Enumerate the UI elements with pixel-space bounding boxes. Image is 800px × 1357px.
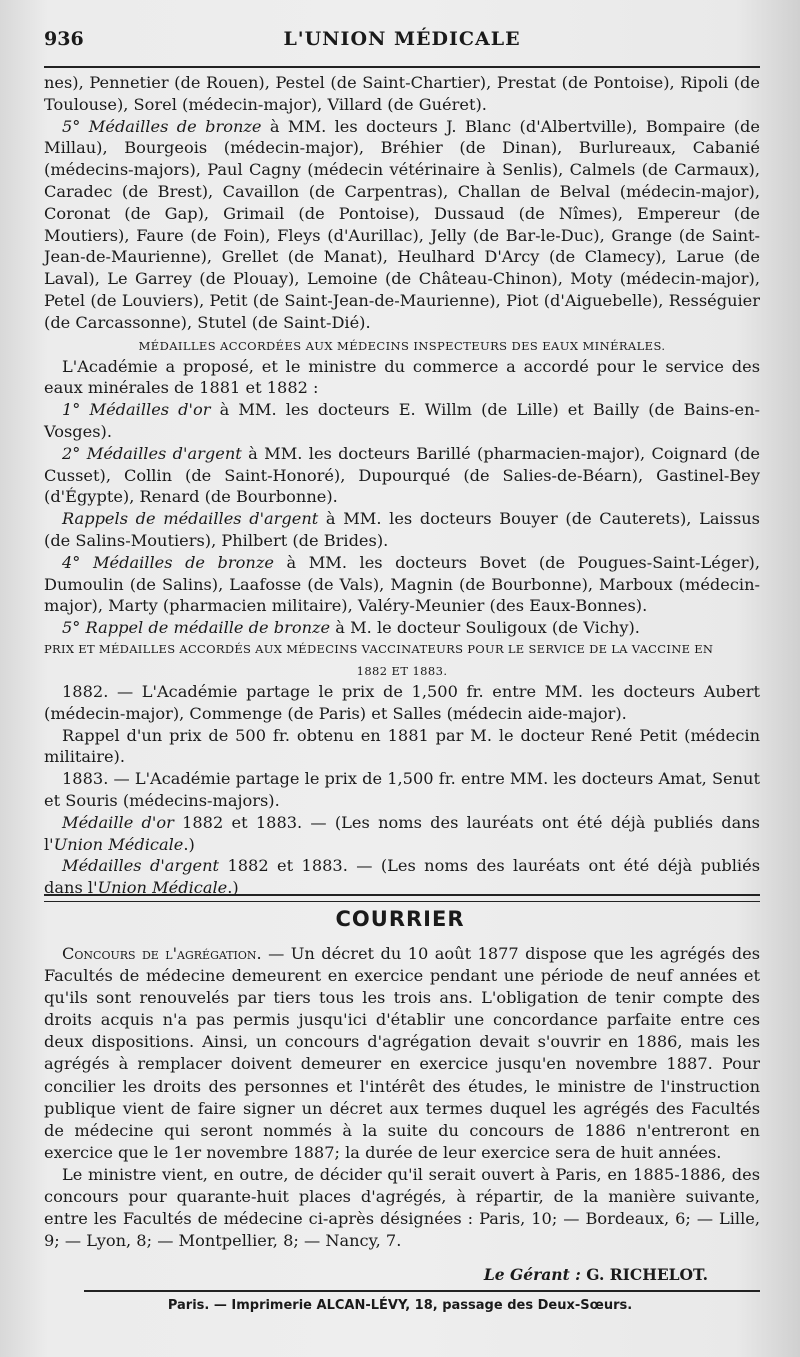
printer-imprint: Paris. — Imprimerie ALCAN-LÉVY, 18, passage des Deux-Sœurs. xyxy=(167,1298,633,1313)
page-number: 936 xyxy=(44,28,84,50)
paragraph-silver-vaccine xyxy=(44,855,760,899)
paragraph-recall-bronze xyxy=(44,617,760,639)
medal-text: à MM. les docteurs E. Willm (de Lille) et Bailly (de Bains-en-Vosges). xyxy=(44,400,760,441)
medal-label: 4° Médailles de bronze xyxy=(62,552,274,572)
medal-label: Médailles d'argent xyxy=(62,856,220,876)
page-header xyxy=(44,28,760,58)
paragraph: 1883. — L'Académie partage le prix de 1,500 fr. entre MM. les docteurs Amat, Senut et Souris (médecins-majors). xyxy=(44,769,760,810)
header-rule xyxy=(44,66,760,68)
gerant-name: G. RICHELOT. xyxy=(580,1265,708,1284)
section-heading-vaccine: PRIX ET MÉDAILLES ACCORDÉS AUX MÉDECINS VACCINATEURS POUR LE SERVICE DE LA VACCINE EN xyxy=(44,641,714,656)
paragraph: 1882. — L'Académie partage le prix de 1,500 fr. entre MM. les docteurs Aubert (médecin-major), Commenge (de Paris) et Salles (médecin aide-major). xyxy=(44,681,760,723)
paragraph: Rappel d'un prix de 500 fr. obtenu en 1881 par M. le docteur René Petit (médecin militaire). xyxy=(44,725,760,767)
paragraph-bronze-medals xyxy=(44,116,760,334)
medal-label: 5° Médailles de bronze xyxy=(62,116,262,136)
article-body xyxy=(44,72,760,899)
medal-text: à MM. les docteurs Bovet (de Pougues-Saint-Léger), Dumoulin (de Salins), Laafosse (de Vals), Magnin (de Bourbonne), Marboux (médecin-major), Marty (pharmacien militaire), Valéry-Meunier (des Eaux-Bonnes). xyxy=(44,552,760,616)
journal-name: Union Médicale xyxy=(97,878,228,898)
courrier-body xyxy=(44,943,760,1252)
section-divider xyxy=(44,894,760,902)
paragraph-gold xyxy=(44,399,760,443)
medal-label: 1° Médailles d'or xyxy=(62,400,211,420)
medal-label: Rappels de médailles d'argent xyxy=(62,509,319,529)
section-heading-mineral: MÉDAILLES ACCORDÉES AUX MÉDECINS INSPECTEURS DES EAUX MINÉRALES. xyxy=(138,338,666,353)
paragraph: L'Académie a proposé, et le ministre du commerce a accordé pour le service des eaux minérales de 1881 et 1882 : xyxy=(44,356,760,398)
medal-text: à MM. les docteurs Bouyer (de Cauterets), Laissus (de Salins-Moutiers), Philbert (de Brides). xyxy=(44,509,760,550)
medal-text: 1882 et 1883. — (Les noms des lauréats ont été déjà publiés dans l' xyxy=(44,812,760,854)
medal-label: 2° Médailles d'argent xyxy=(62,443,242,463)
medal-label: Médaille d'or xyxy=(62,812,174,832)
courrier-title: COURRIER xyxy=(335,907,465,931)
journal-title: L'UNION MÉDICALE xyxy=(283,28,521,50)
footer-rule xyxy=(84,1290,760,1292)
paren-close: .) xyxy=(183,834,195,854)
medal-text: 1882 et 1883. — (Les noms des lauréats ont été déjà publiés dans l' xyxy=(44,856,760,898)
journal-name: Union Médicale xyxy=(53,834,184,854)
paragraph-text: — Un décret du 10 août 1877 dispose que les agrégés des Facultés de médecine demeurent en exercice pendant une période de neuf années et qu'ils sont renouvelés par tiers tous les trois ans. L'obligation de tenir compte des droits acquis n'a pas permis jusqu'ici d'établir une concordance parfaite entre ces deux dispositions. Ainsi, un concours d'agrégation devait s'ouvrir en 1886, mais les agrégés à remplacer doivent demeurer en exercice jusqu'en novembre 1887. Pour concilier les droits des personnes et l'intérêt des études, le ministre de l'instruction publique vient de faire signer un décret aux termes duquel les agrégés des Facultés de médecine qui seront nommés à la suite du concours de 1886 n'entreront en exercice que le 1er novembre 1887; la durée de leur exercice sera de huit années. xyxy=(44,944,760,1162)
gerant-label: Le Gérant : xyxy=(483,1265,581,1284)
gerant-signature xyxy=(484,1265,708,1284)
section-heading-vaccine-years: 1882 ET 1883. xyxy=(356,663,448,678)
paragraph-gold-vaccine xyxy=(44,812,760,856)
paren-close: .) xyxy=(227,878,239,898)
paragraph-recall-silver xyxy=(44,508,760,552)
medal-text: à M. le docteur Souligoux (de Vichy). xyxy=(330,618,640,638)
medal-text: à MM. les docteurs Barillé (pharmacien-major), Coignard (de Cusset), Collin (de Saint-Honoré), Dupourqué (de Salies-de-Béarn), Gastinel-Bey (d'Égypte), Renard (de Bourbonne). xyxy=(44,443,760,507)
lead-in: Concours de l'agrégation. xyxy=(62,944,262,963)
paragraph-bronze xyxy=(44,552,760,617)
medal-text: à MM. les docteurs J. Blanc (d'Albertville), Bompaire (de Millau), Bourgeois (médecin-major), Bréhier (de Dinan), Burlureaux, Cabanié (médecins-majors), Paul Cagny (médecin vétérinaire à Senlis), Calmels (de Carmaux), Caradec (de Brest), Cavaillon (de Carpentras), Challan de Belval (médecin-major), Coronat (de Gap), Grimail (de Pontoise), Dussaud (de Nîmes), Empereur (de Moutiers), Faure (de Foin), Fleys (d'Aurillac), Jelly (de Bar-le-Duc), Grange (de Saint-Jean-de-Maurienne), Grellet (de Manat), Heulhard D'Arcy (de Clamecy), Larue (de Laval), Le Garrey (de Plouay), Lemoine (de Château-Chinon), Moty (médecin-major), Petel (de Louviers), Petit (de Saint-Jean-de-Maurienne), Piot (d'Aiguebelle), Rességuier (de Carcassonne), Stutel (de Saint-Dié). xyxy=(44,116,760,332)
medal-label: 5° Rappel de médaille de bronze xyxy=(62,618,331,638)
paragraph: nes), Pennetier (de Rouen), Pestel (de Saint-Chartier), Prestat (de Pontoise), Ripoli (de Toulouse), Sorel (médecin-major), Villard (de Guéret). xyxy=(44,73,760,114)
paragraph: Le ministre vient, en outre, de décider qu'il serait ouvert à Paris, en 1885-1886, des concours pour quarante-huit places d'agrégés, à répartir, de la manière suivante, entre les Facultés de médecine ci-après désignées : Paris, 10; — Bordeaux, 6; — Lille, 9; — Lyon, 8; — Montpellier, 8; — Nancy, 7. xyxy=(44,1164,760,1251)
paragraph-silver xyxy=(44,443,760,508)
paragraph-agregation xyxy=(44,943,760,1164)
